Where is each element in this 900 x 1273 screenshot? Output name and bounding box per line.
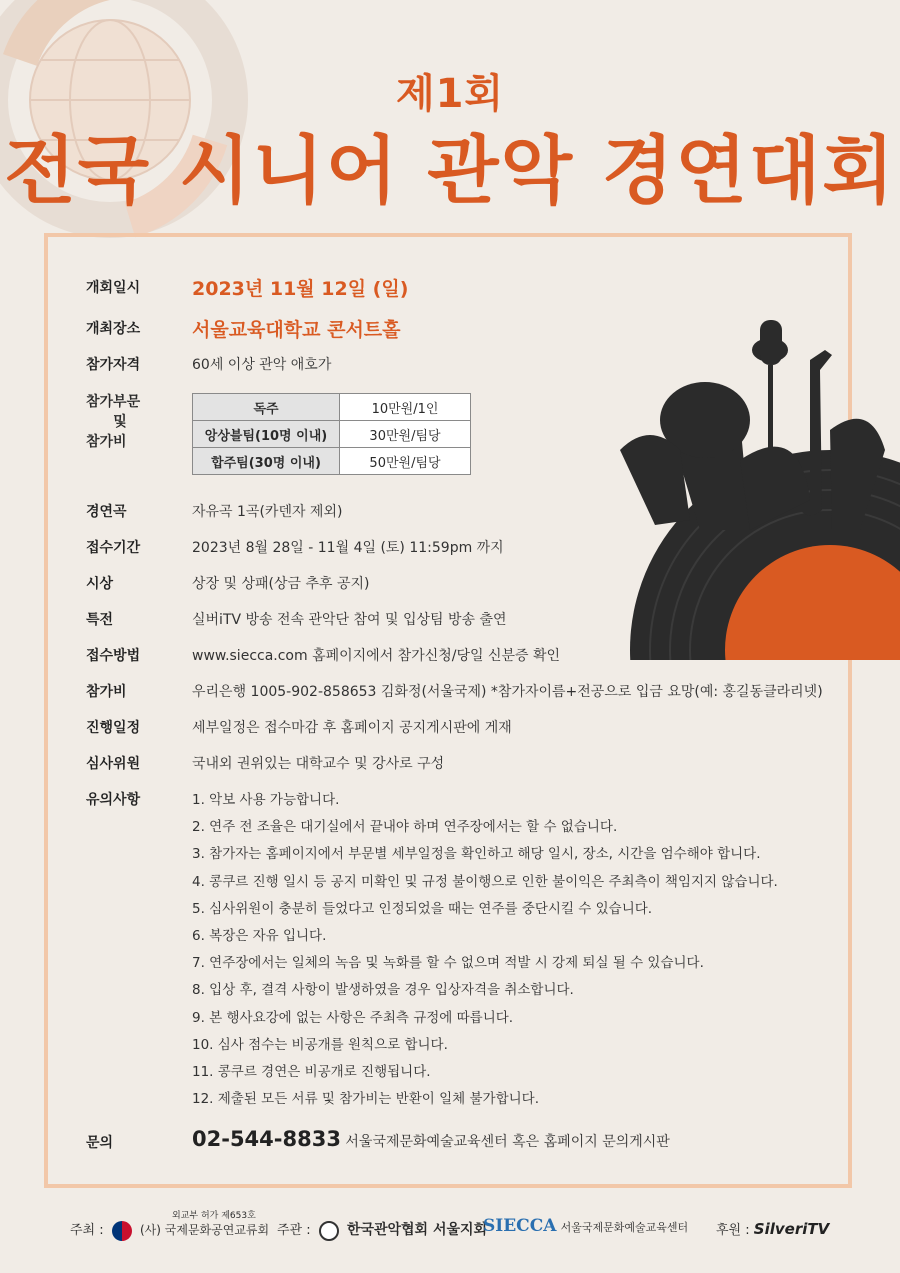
siecca-block: [483, 1216, 688, 1236]
judges-value: 국내외 권위있는 대학교수 및 강사로 구성: [192, 756, 445, 772]
fee-label-line3: 참가비: [86, 434, 127, 450]
table-row: [193, 448, 471, 475]
method-value: www.siecca.com 홈페이지에서 참가신청/당일 신분증 확인: [192, 648, 561, 664]
organizer-label: 주관 :: [277, 1223, 311, 1238]
list-item: 1. 악보 사용 가능합니다.: [192, 792, 340, 808]
fee-label-line1: 참가부문: [86, 394, 141, 410]
contact-label: 문의: [86, 1135, 114, 1151]
siecca-logo: SIECCA: [483, 1216, 557, 1236]
fee-table: [192, 393, 471, 475]
schedule-label: 진행일정: [86, 720, 141, 736]
benefit-label: 특전: [86, 612, 114, 628]
fee-label-line2: 및: [113, 414, 127, 430]
judges-label: 심사위원: [86, 756, 141, 772]
fee-category: 독주: [193, 394, 340, 421]
fee-price: 30만원/팀당: [340, 421, 471, 448]
period-label: 접수기간: [86, 540, 141, 556]
list-item: 5. 심사위원이 충분히 들었다고 인정되었을 때는 연주를 중단시킬 수 있습니다.: [192, 900, 653, 917]
period-value: 2023년 8월 28일 - 11월 4일 (토) 11:59pm 까지: [192, 540, 504, 556]
list-item: 2. 연주 전 조율은 대기실에서 끝내야 하며 연주장에서는 할 수 없습니다.: [192, 819, 618, 836]
organizer: [277, 1219, 487, 1241]
fee-category: 합주팀(30명 이내): [193, 448, 340, 475]
contact-description: 서울국제문화예술교육센터 혹은 홈페이지 문의게시판: [345, 1134, 670, 1150]
list-item: 10. 심사 점수는 비공개를 원칙으로 합니다.: [192, 1036, 448, 1053]
notes-label: 유의사항: [86, 792, 141, 808]
association-emblem-icon: [319, 1221, 339, 1241]
host-org: (사) 국제문화공연교류회: [140, 1223, 270, 1237]
benefit-value: 실버iTV 방송 전속 관악단 참여 및 입상팀 방송 출연: [192, 612, 507, 628]
award-label: 시상: [86, 576, 114, 592]
venue-label: 개최장소: [86, 321, 141, 337]
piece-value: 자유곡 1곡(카덴자 제외): [192, 504, 343, 520]
contact-phone: 02-544-8833: [192, 1127, 341, 1151]
brass-instruments-icon: [600, 310, 900, 660]
sponsor-label: 후원 :: [716, 1223, 750, 1238]
eligibility-value: 60세 이상 관악 애호가: [192, 357, 332, 373]
host-org-block: [140, 1209, 269, 1237]
table-row: [193, 394, 471, 421]
contact-value: [192, 1127, 670, 1151]
host-label: 주최 :: [70, 1223, 104, 1238]
sponsor: [716, 1219, 829, 1238]
table-row: [193, 421, 471, 448]
list-item: 11. 콩쿠르 경연은 비공개로 진행됩니다.: [192, 1063, 431, 1080]
organizer-name: 한국관악협회 서울지회: [346, 1222, 488, 1238]
method-label: 접수방법: [86, 648, 141, 664]
list-item: 7. 연주장에서는 일체의 녹음 및 녹화를 할 수 없으며 적발 시 강제 퇴실 될 수 있습니다.: [192, 955, 704, 972]
award-value: 상장 및 상패(상금 추후 공지): [192, 576, 370, 592]
fee-label: [86, 392, 154, 452]
list-item: 3. 참가자는 홈페이지에서 부문별 세부일정을 확인하고 해당 일시, 장소, 시간을 엄수해야 합니다.: [192, 846, 761, 863]
schedule-value: 세부일정은 접수마감 후 홈페이지 공지게시판에 게재: [192, 720, 512, 736]
silveritv-logo: SilveriTV: [753, 1220, 830, 1238]
event-title: 전국 시니어 관악 경연대회: [4, 128, 896, 214]
fee-price: 50만원/팀당: [340, 448, 471, 475]
date-value: 2023년 11월 12일 (일): [192, 278, 409, 300]
payment-label: 참가비: [86, 684, 127, 700]
host: [70, 1219, 136, 1241]
payment-value: 우리은행 1005-902-858653 김화정(서울국제) *참가자이름+전공으로 입금 요망(예: 홍길동클라리넷): [192, 684, 823, 700]
notes-list: [192, 788, 778, 1114]
list-item: 6. 복장은 자유 입니다.: [192, 927, 327, 944]
list-item: 9. 본 행사요강에 없는 사항은 주최측 규정에 따릅니다.: [192, 1009, 514, 1026]
host-permit: 외교부 허가 제653호: [172, 1211, 256, 1221]
list-item: 4. 콩쿠르 진행 일시 등 공지 미확인 및 규정 불이행으로 인한 불이익은 주최측이 책임지지 않습니다.: [192, 873, 778, 890]
korea-emblem-icon: [112, 1221, 132, 1241]
event-edition: 제1회: [395, 71, 505, 117]
footer: [0, 1205, 900, 1255]
fee-price: 10만원/1인: [340, 394, 471, 421]
piece-label: 경연곡: [86, 504, 127, 520]
list-item: 8. 입상 후, 결격 사항이 발생하였을 경우 입상자격을 취소합니다.: [192, 982, 574, 999]
venue-value: 서울교육대학교 콘서트홀: [192, 319, 401, 341]
fee-category: 앙상블팀(10명 이내): [193, 421, 340, 448]
date-label: 개회일시: [86, 280, 141, 296]
siecca-name: 서울국제문화예술교육센터: [560, 1221, 689, 1234]
eligibility-label: 참가자격: [86, 357, 141, 373]
list-item: 12. 제출된 모든 서류 및 참가비는 반환이 일체 불가합니다.: [192, 1091, 539, 1108]
